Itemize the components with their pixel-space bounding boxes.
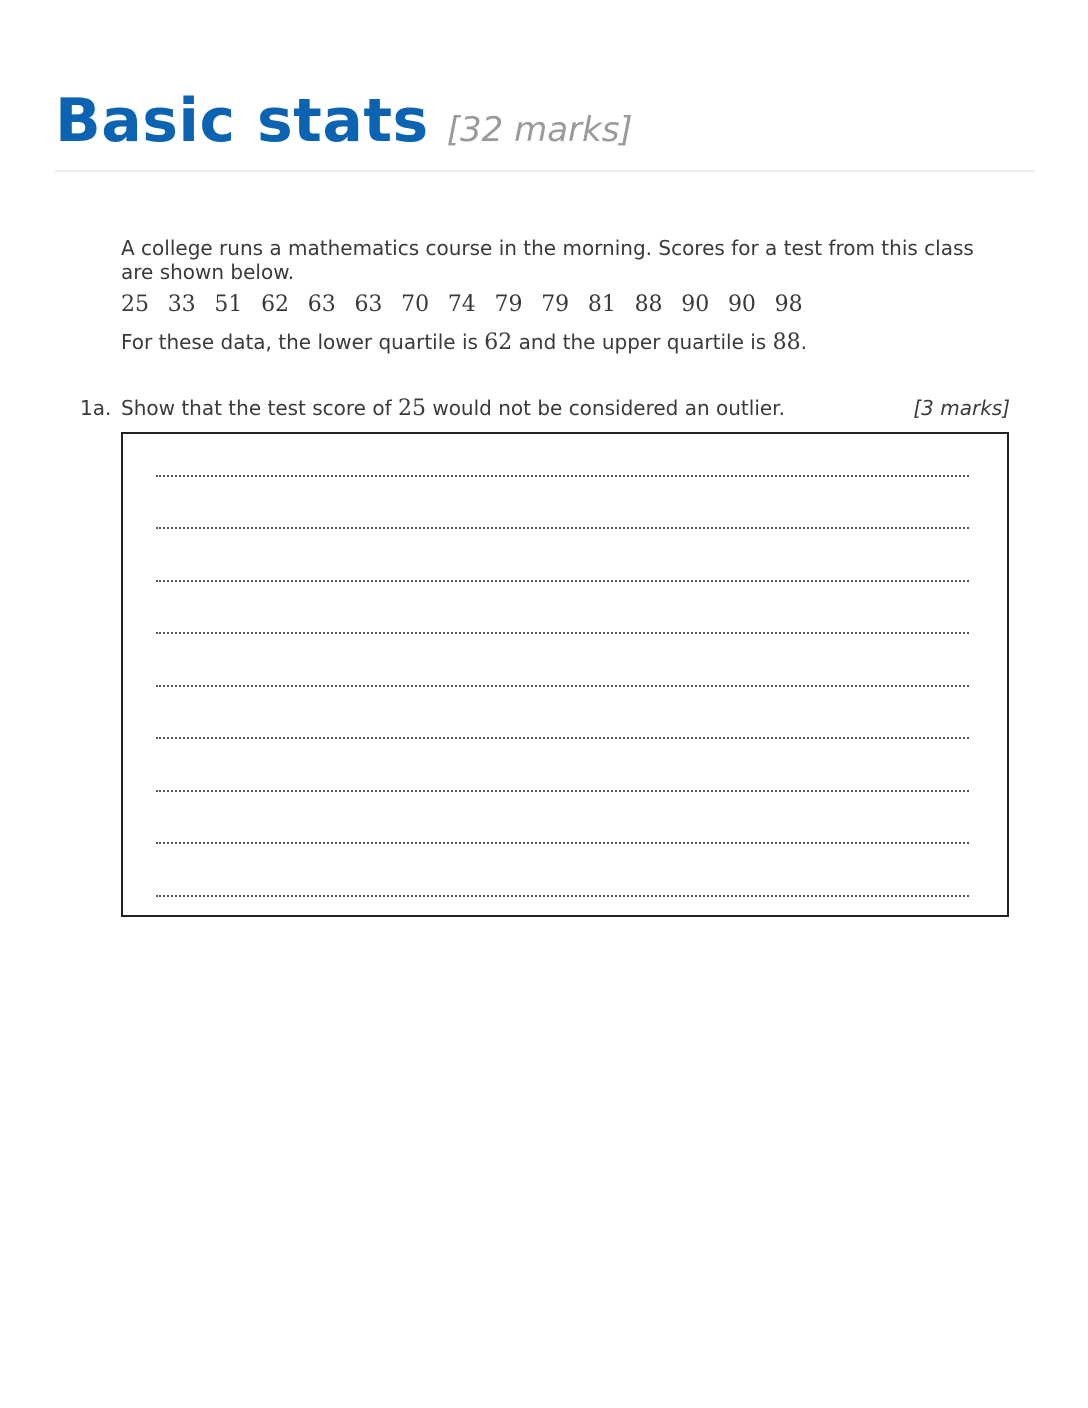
question-number: 1a. (80, 396, 112, 420)
quartiles-statement (121, 330, 807, 355)
scores-list (121, 292, 821, 317)
upper-quartile-value: 88 (772, 330, 801, 355)
question-value: 25 (397, 396, 426, 421)
question-text-after: would not be considered an outlier. (425, 396, 785, 420)
answer-line (156, 527, 969, 529)
score-value: 90 (727, 292, 756, 317)
total-marks: [32 marks] (446, 110, 633, 150)
score-value: 63 (354, 292, 383, 317)
quartiles-middle: and the upper quartile is (512, 330, 773, 354)
score-value: 74 (447, 292, 476, 317)
page-title: Basic stats (55, 86, 429, 156)
answer-line (156, 632, 969, 634)
score-value: 90 (681, 292, 710, 317)
score-value: 51 (214, 292, 243, 317)
score-value: 62 (261, 292, 290, 317)
header-divider (55, 170, 1035, 172)
score-value: 79 (494, 292, 523, 317)
answer-line (156, 842, 969, 844)
score-value: 70 (401, 292, 430, 317)
page-header (55, 86, 1035, 156)
answer-line (156, 895, 969, 897)
score-value: 81 (587, 292, 616, 317)
answer-line (156, 790, 969, 792)
answer-line (156, 580, 969, 582)
answer-line (156, 685, 969, 687)
answer-line (156, 737, 969, 739)
score-value: 33 (167, 292, 196, 317)
quartiles-prefix: For these data, the lower quartile is (121, 330, 485, 354)
quartiles-suffix: . (800, 330, 807, 354)
lower-quartile-value: 62 (484, 330, 513, 355)
question-text-before: Show that the test score of (121, 396, 398, 420)
intro-paragraph: A college runs a mathematics course in the morning. Scores for a test from this class are shown below. (121, 236, 974, 284)
score-value: 25 (121, 292, 149, 317)
score-value: 88 (634, 292, 663, 317)
score-value: 98 (774, 292, 803, 317)
answer-line (156, 475, 969, 477)
score-value: 63 (307, 292, 336, 317)
question-marks: [3 marks] (913, 396, 1010, 420)
question-text (121, 396, 785, 421)
score-value: 79 (541, 292, 570, 317)
answer-box[interactable] (121, 432, 1009, 917)
